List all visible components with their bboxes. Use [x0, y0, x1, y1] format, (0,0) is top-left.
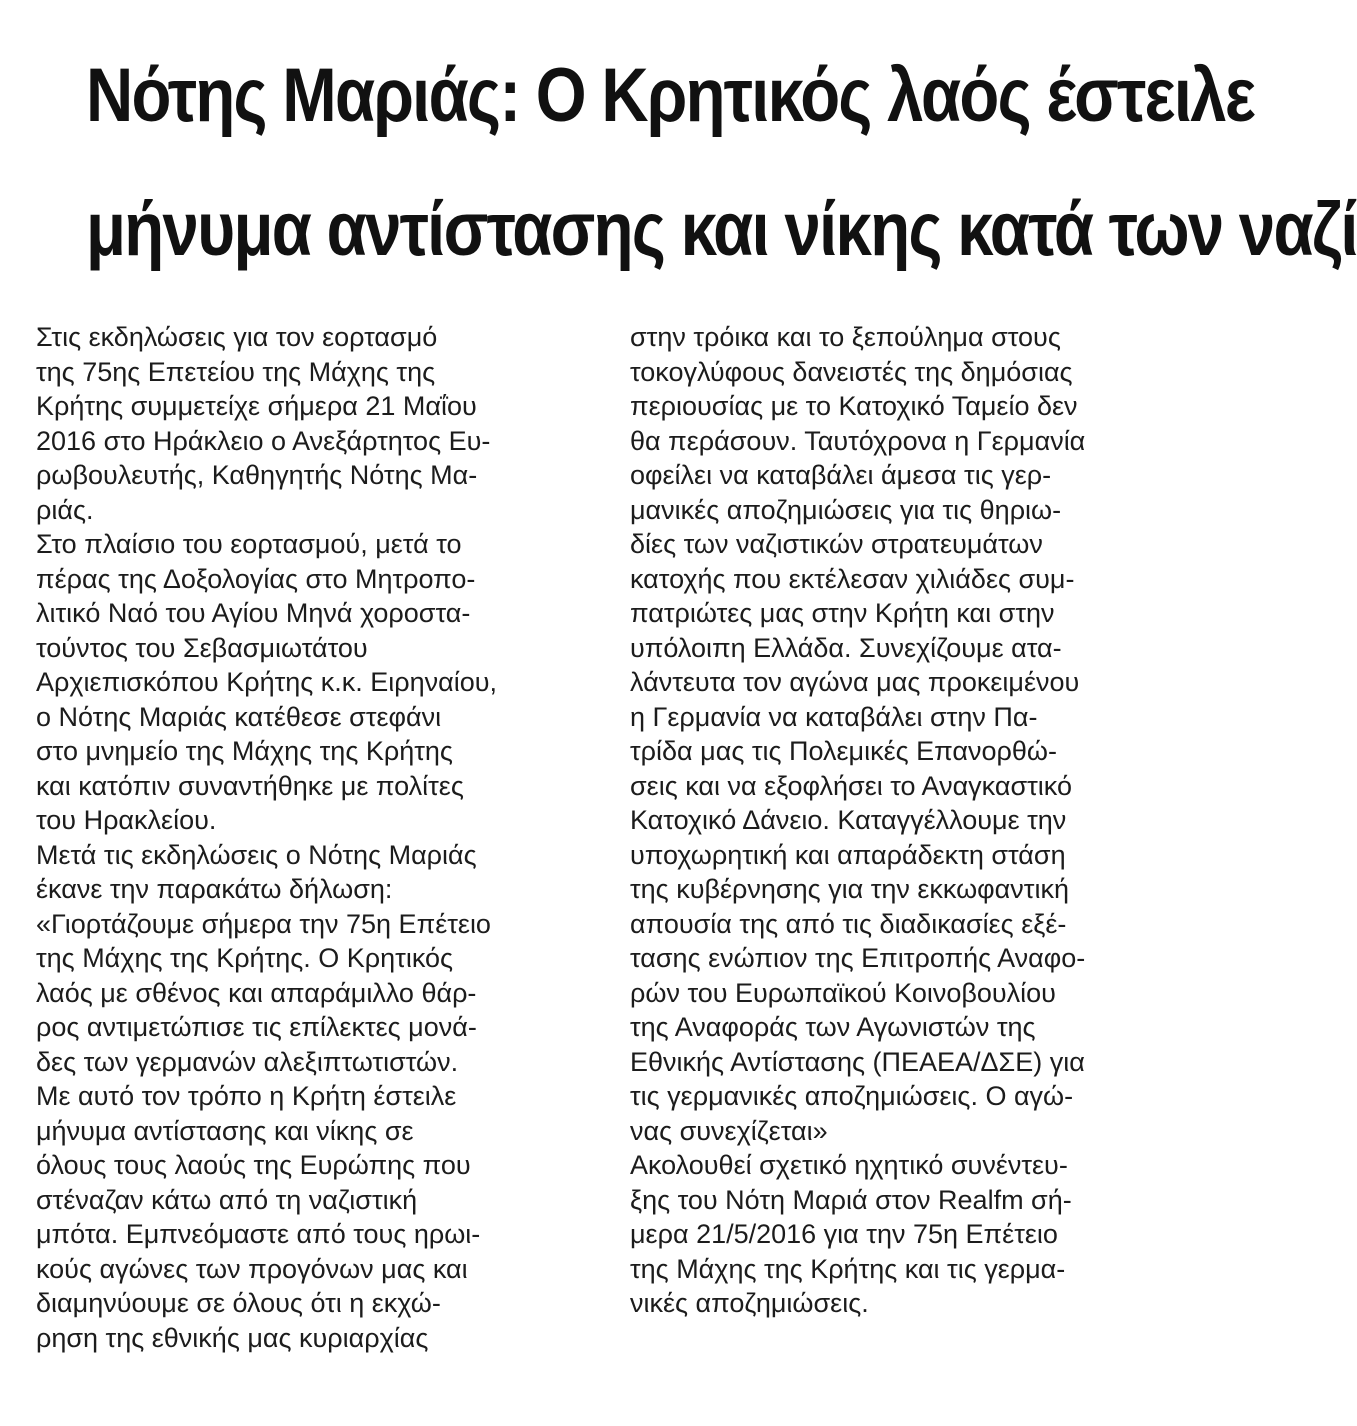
headline-line-2: μήνυμα αντίστασης και νίκης κατά των ναζί: [86, 187, 1357, 272]
text-line: Εθνικής Αντίστασης (ΠΕΑΕΑ/ΔΣΕ) για: [630, 1046, 1085, 1077]
text-line: όλους τους λαούς της Ευρώπης που: [36, 1150, 471, 1180]
text-line: πέρας της Δοξολογίας στο Μητροπο-: [36, 563, 476, 594]
text-line: ριάς.: [36, 494, 94, 525]
text-line: σεις και να εξοφλήσει το Αναγκαστικό: [630, 770, 1072, 801]
text-line: τις γερμανικές αποζημιώσεις. Ο αγώ-: [630, 1081, 1074, 1111]
text-line: κούς αγώνες των προγόνων μας και: [36, 1253, 468, 1284]
text-line: ξης του Νότη Μαριά στον Realfm σή-: [630, 1184, 1072, 1215]
text-line: Ακολουθεί σχετικό ηχητικό συνέντευ-: [630, 1150, 1068, 1180]
article-column-right: [630, 320, 1198, 1321]
text-line: η Γερμανία να καταβάλει στην Πα-: [630, 701, 1038, 732]
text-line: τοκογλύφους δανειστές της δημόσιας: [630, 356, 1073, 387]
text-line: τούντος του Σεβασμιωτάτου: [36, 632, 368, 663]
text-line: απουσία της από τις διαδικασίες εξέ-: [630, 908, 1067, 939]
text-line: διαμηνύουμε σε όλους ότι η εκχώ-: [36, 1288, 441, 1318]
text-line: δίες των ναζιστικών στρατευμάτων: [630, 529, 1043, 559]
text-line: Στο πλαίσιο του εορτασμού, μετά το: [36, 529, 462, 559]
text-line: έκανε την παρακάτω δήλωση:: [36, 874, 393, 904]
text-line: περιουσίας με το Κατοχικό Ταμείο δεν: [630, 391, 1078, 421]
text-line: του Ηρακλείου.: [36, 805, 217, 835]
text-line: Με αυτό τον τρόπο η Κρήτη έστειλε: [36, 1081, 457, 1111]
text-line: δες των γερμανών αλεξιπτωτιστών.: [36, 1046, 459, 1077]
text-line: ο Νότης Μαριάς κατέθεσε στεφάνι: [36, 701, 442, 732]
text-line: ρος αντιμετώπισε τις επίλεκτες μονά-: [36, 1012, 477, 1042]
text-line: ρών του Ευρωπαϊκού Κοινοβουλίου: [630, 977, 1056, 1008]
text-line: Κρήτης συμμετείχε σήμερα 21 Μαΐου: [36, 391, 477, 421]
text-line: ρωβουλευτής, Καθηγητής Νότης Μα-: [36, 460, 478, 490]
text-line: Κατοχικό Δάνειο. Καταγγέλλουμε την: [630, 805, 1067, 835]
text-line: της Μάχης της Κρήτης. Ο Κρητικός: [36, 943, 454, 973]
text-line: νας συνεχίζεται»: [630, 1115, 828, 1146]
text-line: υποχωρητική και απαράδεκτη στάση: [630, 839, 1066, 870]
text-line: στην τρόικα και το ξεπούλημα στους: [630, 322, 1061, 352]
text-line: ρηση της εθνικής μας κυριαρχίας: [36, 1322, 429, 1353]
text-line: της 75ης Επετείου της Μάχης της: [36, 356, 436, 387]
text-line: κατοχής που εκτέλεσαν χιλιάδες συμ-: [630, 563, 1075, 594]
text-line: λαός με σθένος και απαράμιλλο θάρ-: [36, 977, 477, 1008]
text-line: της Αναφοράς των Αγωνιστών της: [630, 1012, 1036, 1042]
text-line: μπότα. Εμπνεόμαστε από τους ηρωι-: [36, 1219, 481, 1249]
text-line: Μετά τις εκδηλώσεις ο Νότης Μαριάς: [36, 839, 477, 870]
text-line: στέναζαν κάτω από τη ναζιστική: [36, 1184, 418, 1215]
text-line: υπόλοιπη Ελλάδα. Συνεχίζουμε ατα-: [630, 632, 1062, 663]
text-line: λάντευτα τον αγώνα μας προκειμένου: [630, 667, 1080, 697]
text-line: θα περάσουν. Ταυτόχρονα η Γερμανία: [630, 425, 1086, 456]
text-line: της κυβέρνησης για την εκκωφαντική: [630, 874, 1069, 904]
text-line: πατριώτες μας στην Κρήτη και στην: [630, 598, 1055, 628]
text-line: μανικές αποζημιώσεις για τις θηριω-: [630, 494, 1062, 525]
text-line: στο μνημείο της Μάχης της Κρήτης: [36, 736, 453, 766]
text-line: οφείλει να καταβάλει άμεσα τις γερ-: [630, 460, 1052, 490]
text-line: μήνυμα αντίστασης και νίκης σε: [36, 1115, 414, 1146]
text-line: και κατόπιν συναντήθηκε με πολίτες: [36, 770, 464, 801]
text-line: τρίδα μας τις Πολεμικές Επανορθώ-: [630, 736, 1057, 766]
text-line: 2016 στο Ηράκλειο ο Ανεξάρτητος Ευ-: [36, 425, 491, 456]
article-column-left: [36, 320, 604, 1355]
text-line: λιτικό Ναό του Αγίου Μηνά χοροστα-: [36, 598, 471, 628]
text-line: νικές αποζημιώσεις.: [630, 1288, 869, 1318]
text-line: Στις εκδηλώσεις για τον εορτασμό: [36, 322, 438, 352]
headline-line-1: Νότης Μαριάς: Ο Κρητικός λαός έστειλε: [86, 53, 1255, 138]
text-line: μερα 21/5/2016 για την 75η Επέτειο: [630, 1219, 1058, 1249]
text-line: της Μάχης της Κρήτης και τις γερμα-: [630, 1253, 1066, 1284]
text-line: «Γιορτάζουμε σήμερα την 75η Επέτειο: [36, 908, 491, 939]
text-line: Αρχιεπισκόπου Κρήτης κ.κ. Ειρηναίου,: [36, 667, 498, 697]
text-line: τασης ενώπιον της Επιτροπής Αναφο-: [630, 943, 1086, 973]
